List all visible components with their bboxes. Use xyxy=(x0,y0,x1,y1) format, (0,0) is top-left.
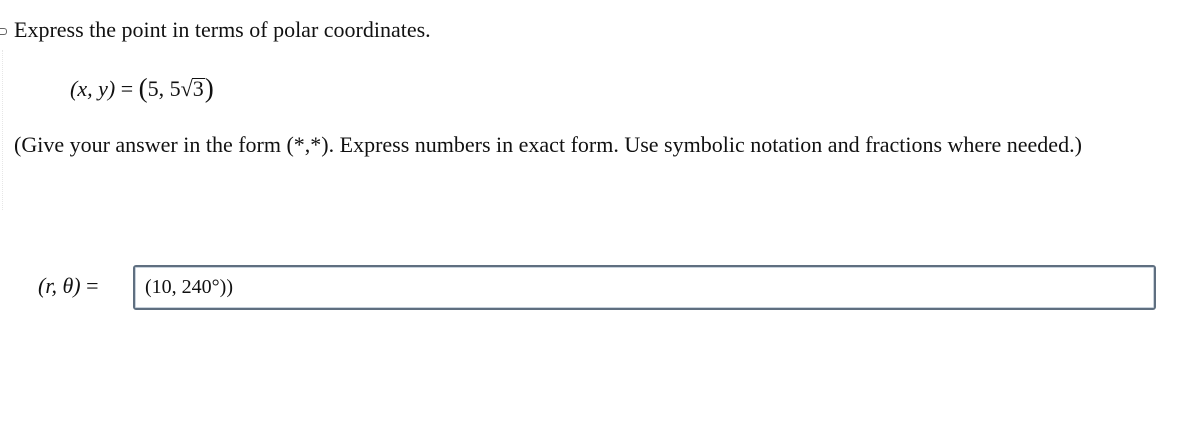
radicand: 3 xyxy=(192,76,204,101)
question-prompt: Express the point in terms of polar coordinates. xyxy=(14,17,431,42)
answer-equals: = xyxy=(86,273,99,298)
answer-instructions: (Give your answer in the form (*,*). Express numbers in exact form. Use symbolic notation and fractions where needed.) xyxy=(14,132,1082,157)
equation-equals: = xyxy=(120,76,134,101)
square-root xyxy=(181,74,205,104)
radical-sign: √ xyxy=(180,76,193,101)
collapse-handle-icon xyxy=(0,28,7,35)
left-margin-divider xyxy=(2,50,3,210)
equation-lhs: (x, y) xyxy=(70,76,116,101)
given-point-equation xyxy=(70,72,214,104)
answer-input[interactable]: (10, 240°)) xyxy=(133,265,1156,310)
answer-variables: (r, θ) xyxy=(38,273,81,298)
equation-open-paren: ( xyxy=(138,73,148,103)
equation-coefficient: 5 xyxy=(169,76,181,101)
equation-first-coordinate: 5, xyxy=(147,76,165,101)
answer-label xyxy=(38,272,99,300)
equation-close-paren: ) xyxy=(204,73,214,103)
